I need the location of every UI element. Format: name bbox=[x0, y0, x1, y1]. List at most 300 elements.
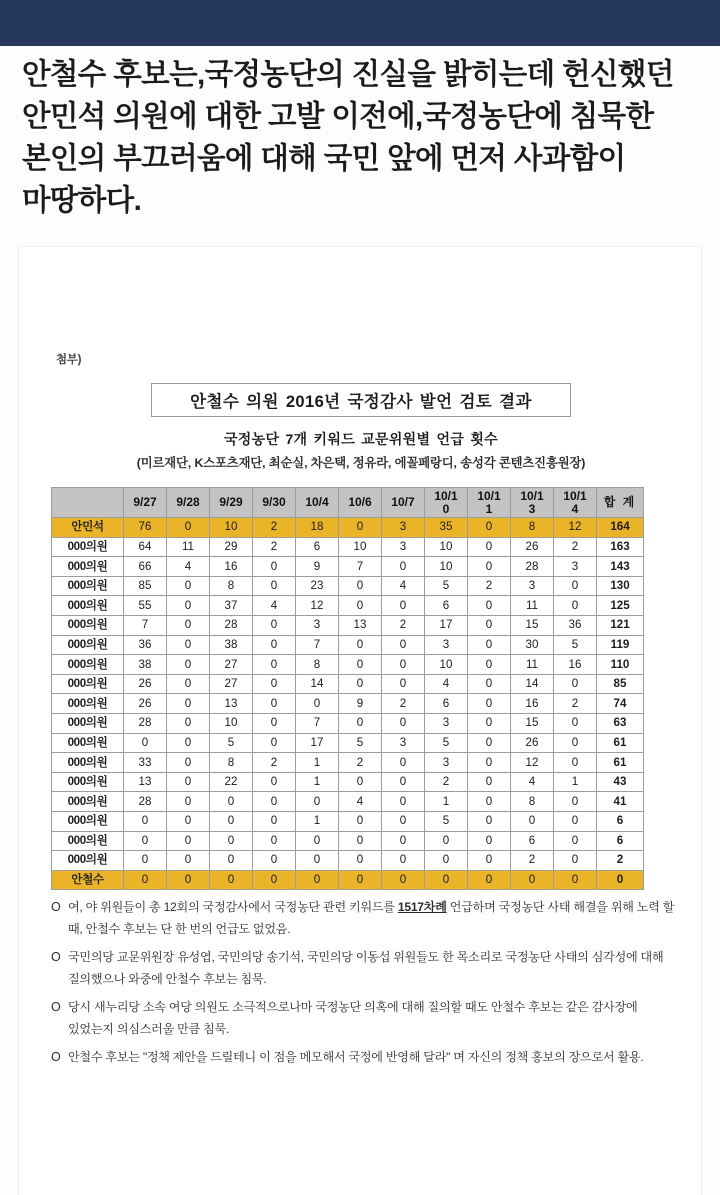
table-cell-count: 0 bbox=[468, 792, 511, 812]
table-cell-count: 0 bbox=[382, 713, 425, 733]
table-row bbox=[52, 811, 644, 831]
table-cell-count: 0 bbox=[253, 792, 296, 812]
table-cell-count: 0 bbox=[468, 831, 511, 851]
table-cell-member-name: 000의원 bbox=[52, 713, 124, 733]
table-cell-count: 9 bbox=[339, 694, 382, 714]
table-cell-count: 0 bbox=[382, 557, 425, 577]
table-cell-count: 12 bbox=[554, 518, 597, 538]
table-cell-count: 0 bbox=[468, 811, 511, 831]
table-cell-count: 0 bbox=[468, 557, 511, 577]
table-row bbox=[52, 713, 644, 733]
notes-list bbox=[51, 897, 676, 1076]
table-cell-total: 125 bbox=[597, 596, 644, 616]
table-cell-count: 4 bbox=[511, 772, 554, 792]
table-cell-count: 2 bbox=[253, 518, 296, 538]
table-cell-count: 0 bbox=[339, 831, 382, 851]
table-cell-count: 66 bbox=[124, 557, 167, 577]
table-cell-member-name: 000의원 bbox=[52, 831, 124, 851]
table-cell-count: 0 bbox=[382, 831, 425, 851]
table-row bbox=[52, 615, 644, 635]
table-cell-count: 55 bbox=[124, 596, 167, 616]
table-cell-count: 0 bbox=[339, 596, 382, 616]
table-row bbox=[52, 537, 644, 557]
table-row bbox=[52, 674, 644, 694]
table-cell-count: 0 bbox=[124, 811, 167, 831]
table-cell-count: 2 bbox=[511, 851, 554, 871]
table-cell-count: 27 bbox=[210, 655, 253, 675]
table-cell-count: 0 bbox=[511, 811, 554, 831]
table-cell-count: 0 bbox=[253, 870, 296, 890]
table-cell-count: 0 bbox=[167, 615, 210, 635]
table-cell-count: 8 bbox=[511, 792, 554, 812]
table-cell-count: 0 bbox=[210, 831, 253, 851]
table-cell-total: 121 bbox=[597, 615, 644, 635]
table-cell-count: 0 bbox=[382, 870, 425, 890]
table-cell-count: 0 bbox=[468, 537, 511, 557]
table-cell-count: 0 bbox=[296, 851, 339, 871]
table-cell-count: 0 bbox=[253, 615, 296, 635]
table-cell-count: 0 bbox=[468, 674, 511, 694]
table-cell-member-name: 000의원 bbox=[52, 792, 124, 812]
table-cell-count: 0 bbox=[468, 713, 511, 733]
table-cell-count: 5 bbox=[425, 811, 468, 831]
table-cell-count: 0 bbox=[167, 596, 210, 616]
table-cell-count: 0 bbox=[296, 870, 339, 890]
table-cell-count: 1 bbox=[554, 772, 597, 792]
table-cell-total: 6 bbox=[597, 811, 644, 831]
note-bullet-icon: O bbox=[51, 900, 61, 914]
table-row bbox=[52, 576, 644, 596]
table-cell-count: 0 bbox=[167, 851, 210, 871]
table-cell-count: 0 bbox=[339, 772, 382, 792]
table-cell-count: 3 bbox=[425, 635, 468, 655]
table-cell-count: 76 bbox=[124, 518, 167, 538]
table-cell-count: 2 bbox=[554, 537, 597, 557]
table-cell-count: 0 bbox=[339, 713, 382, 733]
table-cell-count: 0 bbox=[253, 655, 296, 675]
table-cell-count: 15 bbox=[511, 615, 554, 635]
table-cell-count: 4 bbox=[339, 792, 382, 812]
table-cell-count: 0 bbox=[253, 811, 296, 831]
table-cell-total: 110 bbox=[597, 655, 644, 675]
table-cell-count: 22 bbox=[210, 772, 253, 792]
table-cell-count: 0 bbox=[124, 733, 167, 753]
table-row bbox=[52, 870, 644, 890]
table-cell-total: 43 bbox=[597, 772, 644, 792]
table-cell-member-name: 000의원 bbox=[52, 576, 124, 596]
table-cell-count: 28 bbox=[210, 615, 253, 635]
table-cell-count: 0 bbox=[167, 733, 210, 753]
table-row bbox=[52, 518, 644, 538]
table-cell-total: 0 bbox=[597, 870, 644, 890]
table-row bbox=[52, 635, 644, 655]
document-title: 안철수 의원 2016년 국정감사 발언 검토 결과 bbox=[190, 393, 532, 411]
table-cell-count: 0 bbox=[296, 694, 339, 714]
table-cell-count: 0 bbox=[210, 792, 253, 812]
table-cell-count: 0 bbox=[382, 772, 425, 792]
document-keywords-line: (미르재단, K스포츠재단, 최순실, 차은택, 정유라, 에꼴페랑디, 송성각 콘텐츠진흥원장) bbox=[136, 456, 586, 470]
page-headline: 안철수 후보는,국정농단의 진실을 밝히는데 헌신했던 안민석 의원에 대한 고발 이전에,국정농단에 침묵한 본인의 부끄러움에 대해 국민 앞에 먼저 사과함이 마땅하다. bbox=[22, 58, 674, 217]
table-cell-total: 85 bbox=[597, 674, 644, 694]
table-cell-count: 0 bbox=[167, 713, 210, 733]
table-cell-count: 0 bbox=[382, 753, 425, 773]
table-cell-count: 64 bbox=[124, 537, 167, 557]
table-cell-member-name: 000의원 bbox=[52, 811, 124, 831]
table-cell-count: 0 bbox=[124, 870, 167, 890]
mention-count-table bbox=[51, 487, 644, 890]
table-cell-member-name: 000의원 bbox=[52, 851, 124, 871]
table-cell-count: 0 bbox=[554, 576, 597, 596]
table-cell-total: 119 bbox=[597, 635, 644, 655]
table-cell-count: 3 bbox=[425, 713, 468, 733]
table-cell-count: 0 bbox=[554, 596, 597, 616]
table-cell-count: 11 bbox=[167, 537, 210, 557]
table-cell-count: 0 bbox=[382, 811, 425, 831]
table-cell-total: 163 bbox=[597, 537, 644, 557]
table-header-total: 합 계 bbox=[597, 488, 644, 518]
table-cell-count: 0 bbox=[124, 851, 167, 871]
table-row bbox=[52, 733, 644, 753]
table-row bbox=[52, 694, 644, 714]
table-cell-count: 0 bbox=[425, 870, 468, 890]
table-cell-count: 0 bbox=[554, 831, 597, 851]
table-cell-count: 6 bbox=[425, 596, 468, 616]
table-cell-count: 3 bbox=[382, 518, 425, 538]
table-cell-count: 16 bbox=[210, 557, 253, 577]
table-cell-total: 6 bbox=[597, 831, 644, 851]
table-cell-count: 9 bbox=[296, 557, 339, 577]
table-cell-count: 26 bbox=[511, 537, 554, 557]
table-cell-count: 38 bbox=[124, 655, 167, 675]
table-cell-count: 29 bbox=[210, 537, 253, 557]
table-row bbox=[52, 792, 644, 812]
table-row bbox=[52, 557, 644, 577]
table-cell-count: 3 bbox=[296, 615, 339, 635]
table-cell-count: 0 bbox=[253, 576, 296, 596]
table-cell-count: 10 bbox=[425, 537, 468, 557]
table-cell-count: 0 bbox=[468, 733, 511, 753]
table-cell-member-name: 안민석 bbox=[52, 518, 124, 538]
table-cell-count: 0 bbox=[554, 870, 597, 890]
table-cell-count: 6 bbox=[296, 537, 339, 557]
table-cell-count: 0 bbox=[468, 635, 511, 655]
table-cell-count: 2 bbox=[253, 753, 296, 773]
table-cell-count: 36 bbox=[554, 615, 597, 635]
table-cell-count: 0 bbox=[167, 870, 210, 890]
table-cell-count: 0 bbox=[253, 831, 296, 851]
table-cell-count: 0 bbox=[425, 831, 468, 851]
table-cell-total: 164 bbox=[597, 518, 644, 538]
mention-count-table-wrapper bbox=[51, 487, 637, 890]
table-cell-count: 0 bbox=[511, 870, 554, 890]
note-bullet-icon: O bbox=[51, 950, 61, 964]
table-cell-count: 10 bbox=[425, 557, 468, 577]
table-cell-count: 0 bbox=[468, 518, 511, 538]
table-cell-count: 3 bbox=[425, 753, 468, 773]
table-header bbox=[52, 488, 644, 518]
table-cell-count: 35 bbox=[425, 518, 468, 538]
table-cell-member-name: 000의원 bbox=[52, 557, 124, 577]
table-cell-count: 0 bbox=[425, 851, 468, 871]
table-cell-count: 0 bbox=[339, 576, 382, 596]
table-cell-count: 37 bbox=[210, 596, 253, 616]
table-cell-member-name: 000의원 bbox=[52, 733, 124, 753]
table-cell-member-name: 000의원 bbox=[52, 615, 124, 635]
table-cell-count: 6 bbox=[425, 694, 468, 714]
table-cell-count: 0 bbox=[167, 831, 210, 851]
table-header-date: 10/1 0 bbox=[425, 488, 468, 518]
table-row bbox=[52, 831, 644, 851]
table-cell-count: 0 bbox=[167, 811, 210, 831]
attachment-label: 첨부) bbox=[56, 354, 82, 366]
table-cell-count: 4 bbox=[253, 596, 296, 616]
table-cell-count: 0 bbox=[253, 713, 296, 733]
table-cell-count: 16 bbox=[511, 694, 554, 714]
table-cell-count: 7 bbox=[296, 635, 339, 655]
table-cell-count: 0 bbox=[167, 674, 210, 694]
note-item bbox=[51, 997, 676, 1040]
table-cell-member-name: 000의원 bbox=[52, 753, 124, 773]
top-navigation-bar bbox=[0, 0, 720, 46]
table-cell-count: 2 bbox=[554, 694, 597, 714]
table-cell-member-name: 000의원 bbox=[52, 674, 124, 694]
table-cell-member-name: 000의원 bbox=[52, 655, 124, 675]
table-cell-count: 0 bbox=[382, 674, 425, 694]
table-cell-count: 0 bbox=[382, 596, 425, 616]
table-cell-count: 0 bbox=[339, 870, 382, 890]
table-cell-count: 10 bbox=[339, 537, 382, 557]
table-cell-count: 0 bbox=[339, 811, 382, 831]
table-cell-member-name: 000의원 bbox=[52, 596, 124, 616]
note-emphasis: 1517차례 bbox=[397, 900, 447, 914]
table-row bbox=[52, 772, 644, 792]
table-cell-count: 0 bbox=[210, 870, 253, 890]
table-cell-count: 0 bbox=[167, 655, 210, 675]
table-cell-total: 63 bbox=[597, 713, 644, 733]
table-cell-count: 1 bbox=[425, 792, 468, 812]
table-cell-count: 26 bbox=[124, 694, 167, 714]
table-cell-count: 0 bbox=[554, 733, 597, 753]
table-cell-count: 4 bbox=[425, 674, 468, 694]
table-cell-count: 13 bbox=[124, 772, 167, 792]
table-cell-count: 0 bbox=[167, 792, 210, 812]
table-cell-count: 0 bbox=[124, 831, 167, 851]
table-cell-count: 13 bbox=[210, 694, 253, 714]
table-cell-count: 0 bbox=[468, 615, 511, 635]
table-header-date: 9/28 bbox=[167, 488, 210, 518]
table-cell-count: 14 bbox=[511, 674, 554, 694]
table-cell-count: 3 bbox=[554, 557, 597, 577]
note-text: 안철수 후보는 "정책 제안을 드릴테니 이 점을 메모해서 국정에 반영해 달라" 며 자신의 정책 홍보의 장으로서 활용. bbox=[68, 1050, 644, 1064]
table-header-date: 10/6 bbox=[339, 488, 382, 518]
table-cell-total: 74 bbox=[597, 694, 644, 714]
table-cell-member-name: 000의원 bbox=[52, 694, 124, 714]
document-card bbox=[18, 246, 702, 1195]
table-cell-count: 11 bbox=[511, 655, 554, 675]
table-cell-count: 3 bbox=[511, 576, 554, 596]
table-cell-count: 0 bbox=[468, 694, 511, 714]
table-cell-count: 16 bbox=[554, 655, 597, 675]
table-cell-count: 26 bbox=[511, 733, 554, 753]
table-header-date: 9/29 bbox=[210, 488, 253, 518]
table-cell-count: 7 bbox=[339, 557, 382, 577]
table-cell-count: 5 bbox=[425, 576, 468, 596]
table-cell-total: 130 bbox=[597, 576, 644, 596]
table-cell-count: 23 bbox=[296, 576, 339, 596]
table-cell-count: 0 bbox=[554, 674, 597, 694]
table-cell-count: 2 bbox=[468, 576, 511, 596]
table-cell-count: 0 bbox=[253, 674, 296, 694]
table-body bbox=[52, 518, 644, 890]
table-cell-count: 0 bbox=[339, 851, 382, 871]
note-bullet-icon: O bbox=[51, 1050, 61, 1064]
table-cell-count: 0 bbox=[210, 811, 253, 831]
table-cell-count: 10 bbox=[425, 655, 468, 675]
table-cell-count: 8 bbox=[210, 753, 253, 773]
table-cell-count: 0 bbox=[468, 596, 511, 616]
table-cell-count: 18 bbox=[296, 518, 339, 538]
note-bullet-icon: O bbox=[51, 1000, 61, 1014]
table-cell-total: 143 bbox=[597, 557, 644, 577]
table-cell-count: 85 bbox=[124, 576, 167, 596]
table-cell-count: 0 bbox=[554, 811, 597, 831]
table-cell-count: 0 bbox=[167, 694, 210, 714]
table-row bbox=[52, 596, 644, 616]
table-cell-count: 0 bbox=[468, 870, 511, 890]
table-cell-total: 61 bbox=[597, 753, 644, 773]
table-cell-count: 0 bbox=[468, 851, 511, 871]
table-header-date: 10/1 3 bbox=[511, 488, 554, 518]
note-text: 여, 야 위원들이 총 12회의 국정감사에서 국정농단 관련 키워드를 1517차례 언급하며 국정농단 사태 해결을 위해 노력 할 때, 안철수 후보는 단 한 번의 언급도 없었음. bbox=[68, 900, 675, 936]
table-cell-count: 0 bbox=[468, 753, 511, 773]
table-cell-count: 28 bbox=[511, 557, 554, 577]
table-cell-member-name: 000의원 bbox=[52, 772, 124, 792]
table-cell-member-name: 000의원 bbox=[52, 537, 124, 557]
table-row bbox=[52, 655, 644, 675]
table-cell-count: 0 bbox=[167, 518, 210, 538]
table-cell-count: 13 bbox=[339, 615, 382, 635]
table-corner-cell bbox=[52, 488, 124, 518]
table-cell-count: 0 bbox=[339, 674, 382, 694]
table-cell-count: 0 bbox=[253, 733, 296, 753]
table-cell-count: 12 bbox=[296, 596, 339, 616]
table-cell-count: 28 bbox=[124, 713, 167, 733]
table-header-date: 10/1 4 bbox=[554, 488, 597, 518]
table-cell-count: 28 bbox=[124, 792, 167, 812]
table-cell-count: 8 bbox=[210, 576, 253, 596]
table-cell-count: 0 bbox=[253, 694, 296, 714]
note-text: 당시 새누리당 소속 여당 의원도 소극적으로나마 국정농단 의혹에 대해 질의할 때도 안철수 후보는 같은 감사장에 있었는지 의심스러울 만큼 침묵. bbox=[68, 1000, 638, 1036]
table-cell-count: 0 bbox=[210, 851, 253, 871]
table-cell-count: 0 bbox=[167, 576, 210, 596]
table-cell-member-name: 000의원 bbox=[52, 635, 124, 655]
table-cell-count: 11 bbox=[511, 596, 554, 616]
table-cell-count: 3 bbox=[382, 733, 425, 753]
table-row bbox=[52, 851, 644, 871]
table-cell-count: 17 bbox=[296, 733, 339, 753]
table-cell-count: 33 bbox=[124, 753, 167, 773]
table-cell-count: 12 bbox=[511, 753, 554, 773]
table-cell-count: 1 bbox=[296, 811, 339, 831]
table-cell-count: 0 bbox=[382, 792, 425, 812]
table-cell-count: 17 bbox=[425, 615, 468, 635]
note-item bbox=[51, 1047, 676, 1069]
table-header-date: 10/1 1 bbox=[468, 488, 511, 518]
table-cell-count: 5 bbox=[210, 733, 253, 753]
table-cell-count: 0 bbox=[339, 635, 382, 655]
table-cell-count: 0 bbox=[468, 655, 511, 675]
table-cell-count: 27 bbox=[210, 674, 253, 694]
table-cell-count: 3 bbox=[382, 537, 425, 557]
table-cell-count: 0 bbox=[253, 557, 296, 577]
table-cell-count: 4 bbox=[382, 576, 425, 596]
table-cell-count: 5 bbox=[554, 635, 597, 655]
note-item bbox=[51, 897, 676, 940]
table-cell-count: 7 bbox=[296, 713, 339, 733]
table-cell-count: 10 bbox=[210, 518, 253, 538]
table-cell-count: 2 bbox=[425, 772, 468, 792]
table-cell-count: 0 bbox=[554, 792, 597, 812]
table-cell-count: 2 bbox=[382, 615, 425, 635]
table-cell-count: 0 bbox=[339, 655, 382, 675]
table-row bbox=[52, 753, 644, 773]
table-cell-count: 0 bbox=[167, 772, 210, 792]
document-subtitle: 국정농단 7개 키워드 교문위원별 언급 횟수 bbox=[223, 431, 499, 447]
table-cell-count: 0 bbox=[554, 851, 597, 871]
table-header-date: 9/27 bbox=[124, 488, 167, 518]
table-cell-count: 6 bbox=[511, 831, 554, 851]
table-cell-count: 0 bbox=[382, 655, 425, 675]
table-cell-count: 7 bbox=[124, 615, 167, 635]
document-title-box bbox=[151, 383, 571, 417]
table-cell-total: 41 bbox=[597, 792, 644, 812]
table-cell-count: 36 bbox=[124, 635, 167, 655]
table-cell-count: 10 bbox=[210, 713, 253, 733]
table-cell-count: 5 bbox=[339, 733, 382, 753]
table-header-date: 10/7 bbox=[382, 488, 425, 518]
table-cell-count: 2 bbox=[382, 694, 425, 714]
table-cell-count: 5 bbox=[425, 733, 468, 753]
table-header-date: 9/30 bbox=[253, 488, 296, 518]
table-cell-count: 0 bbox=[339, 518, 382, 538]
note-text: 국민의당 교문위원장 유성엽, 국민의당 송기석, 국민의당 이동섭 위원들도 한 목소리로 국정농단 사태의 심각성에 대해 질의했으나 와중에 안철수 후보는 침묵. bbox=[68, 950, 664, 986]
table-cell-count: 8 bbox=[296, 655, 339, 675]
table-cell-count: 0 bbox=[554, 753, 597, 773]
table-cell-total: 2 bbox=[597, 851, 644, 871]
table-cell-count: 0 bbox=[468, 772, 511, 792]
table-cell-count: 26 bbox=[124, 674, 167, 694]
table-cell-count: 0 bbox=[554, 713, 597, 733]
table-cell-count: 0 bbox=[167, 753, 210, 773]
table-cell-count: 2 bbox=[339, 753, 382, 773]
table-cell-count: 4 bbox=[167, 557, 210, 577]
table-cell-count: 38 bbox=[210, 635, 253, 655]
table-header-date: 10/4 bbox=[296, 488, 339, 518]
table-cell-count: 2 bbox=[253, 537, 296, 557]
table-cell-count: 30 bbox=[511, 635, 554, 655]
note-item bbox=[51, 947, 676, 990]
table-cell-count: 0 bbox=[167, 635, 210, 655]
table-cell-count: 0 bbox=[296, 831, 339, 851]
table-cell-count: 0 bbox=[253, 851, 296, 871]
table-cell-member-name: 안철수 bbox=[52, 870, 124, 890]
table-cell-count: 0 bbox=[382, 851, 425, 871]
table-cell-count: 1 bbox=[296, 753, 339, 773]
table-cell-count: 14 bbox=[296, 674, 339, 694]
table-header-row bbox=[52, 488, 644, 518]
table-cell-count: 0 bbox=[382, 635, 425, 655]
table-cell-count: 0 bbox=[253, 772, 296, 792]
